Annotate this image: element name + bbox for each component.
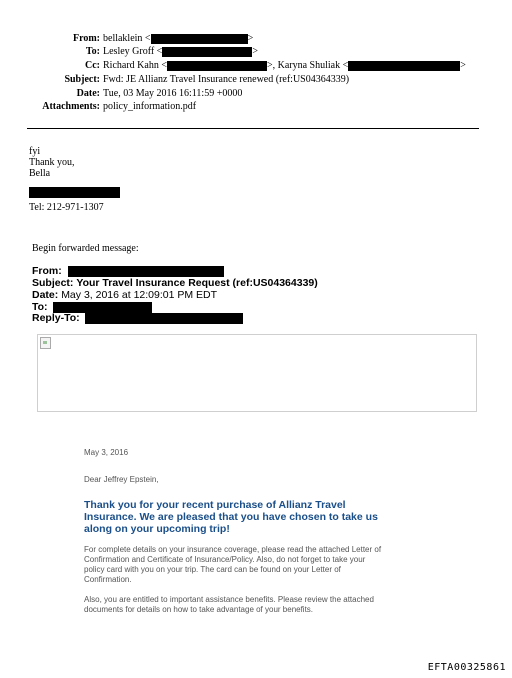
fwd-date-row [32, 289, 217, 301]
body-tel: Tel: 212-971-1307 [29, 202, 104, 213]
redaction-box [85, 313, 243, 324]
fwd-to-label: To: [32, 301, 48, 313]
from-end: > [247, 33, 254, 44]
para1-line-3: policy card with you on your trip. The card can be found on your Letter of [84, 565, 341, 574]
cc-name-2: >, Karyna Shuliak < [266, 60, 349, 71]
email-date: May 3, 2016 [84, 448, 129, 457]
to-end: > [252, 46, 258, 57]
to-label: To: [85, 46, 100, 57]
from-label: From: [72, 33, 100, 44]
fwd-from-row [32, 265, 224, 277]
to-value [103, 46, 258, 58]
body-line-thanks: Thank you, [29, 157, 75, 168]
redaction-box [151, 34, 248, 44]
redaction-box [162, 47, 252, 57]
date-value: Tue, 03 May 2016 16:11:59 +0000 [103, 88, 243, 99]
para1-line-2: Confirmation and Certificate of Insurance/Policy. Also, do not forget to take your [84, 555, 366, 564]
body-line-signature: Bella [29, 168, 51, 179]
para2-line-2: documents for details on how to take advantage of your benefits. [84, 605, 314, 614]
para1-line-4: Confirmation. [84, 575, 132, 584]
date-label: Date: [76, 88, 100, 99]
cc-label: Cc: [85, 60, 100, 71]
email-paragraph-1 [84, 545, 444, 585]
redaction-box [348, 61, 460, 71]
attachment-link[interactable]: policy_information.pdf [103, 101, 197, 112]
cc-name-1: Richard Kahn < [103, 60, 167, 71]
email-greeting: Dear Jeffrey Epstein, [84, 475, 159, 484]
email-headline [84, 499, 444, 535]
begin-forwarded: Begin forwarded message: [32, 243, 139, 254]
fwd-date-value: May 3, 2016 at 12:09:01 PM EDT [61, 289, 218, 301]
para1-line-1: For complete details on your insurance coverage, please read the attached Letter of [84, 545, 382, 554]
bates-number: EFTA00325861 [427, 662, 506, 673]
subject-value: Fwd: JE Allianz Travel Insurance renewed (ref:US04364339) [103, 74, 350, 85]
fwd-subject-row [32, 277, 318, 289]
headline-line-2: Insurance. We are pleased that you have chosen to take us [84, 511, 378, 523]
from-value [103, 33, 253, 45]
headline-line-1: Thank you for your recent purchase of Allianz Travel [84, 499, 346, 511]
fwd-subject-value: Your Travel Insurance Request (ref:US04364339) [76, 277, 318, 289]
from-name: bellaklein < [103, 33, 151, 44]
fwd-reply-label: Reply-To: [32, 312, 80, 324]
para2-line-1: Also, you are entitled to important assistance benefits. Please review the attached [84, 595, 374, 604]
header-divider [27, 128, 479, 129]
subject-label: Subject: [64, 74, 100, 85]
headline-line-3: along on your upcoming trip! [84, 523, 230, 535]
redaction-box [29, 187, 120, 198]
cc-value [103, 60, 466, 72]
fwd-subject-label: Subject: [32, 277, 74, 289]
fwd-reply-row [32, 312, 243, 324]
broken-image-icon [40, 337, 51, 349]
redaction-box [167, 61, 267, 71]
image-placeholder [37, 334, 477, 412]
fwd-date-label: Date: [32, 289, 59, 301]
cc-end: > [460, 60, 466, 71]
email-paragraph-2 [84, 595, 444, 615]
redaction-box [68, 266, 224, 277]
body-line-fyi: fyi [29, 146, 41, 157]
attachments-label: Attachments: [42, 101, 100, 112]
fwd-from-label: From: [32, 265, 62, 277]
to-name: Lesley Groff < [103, 46, 163, 57]
